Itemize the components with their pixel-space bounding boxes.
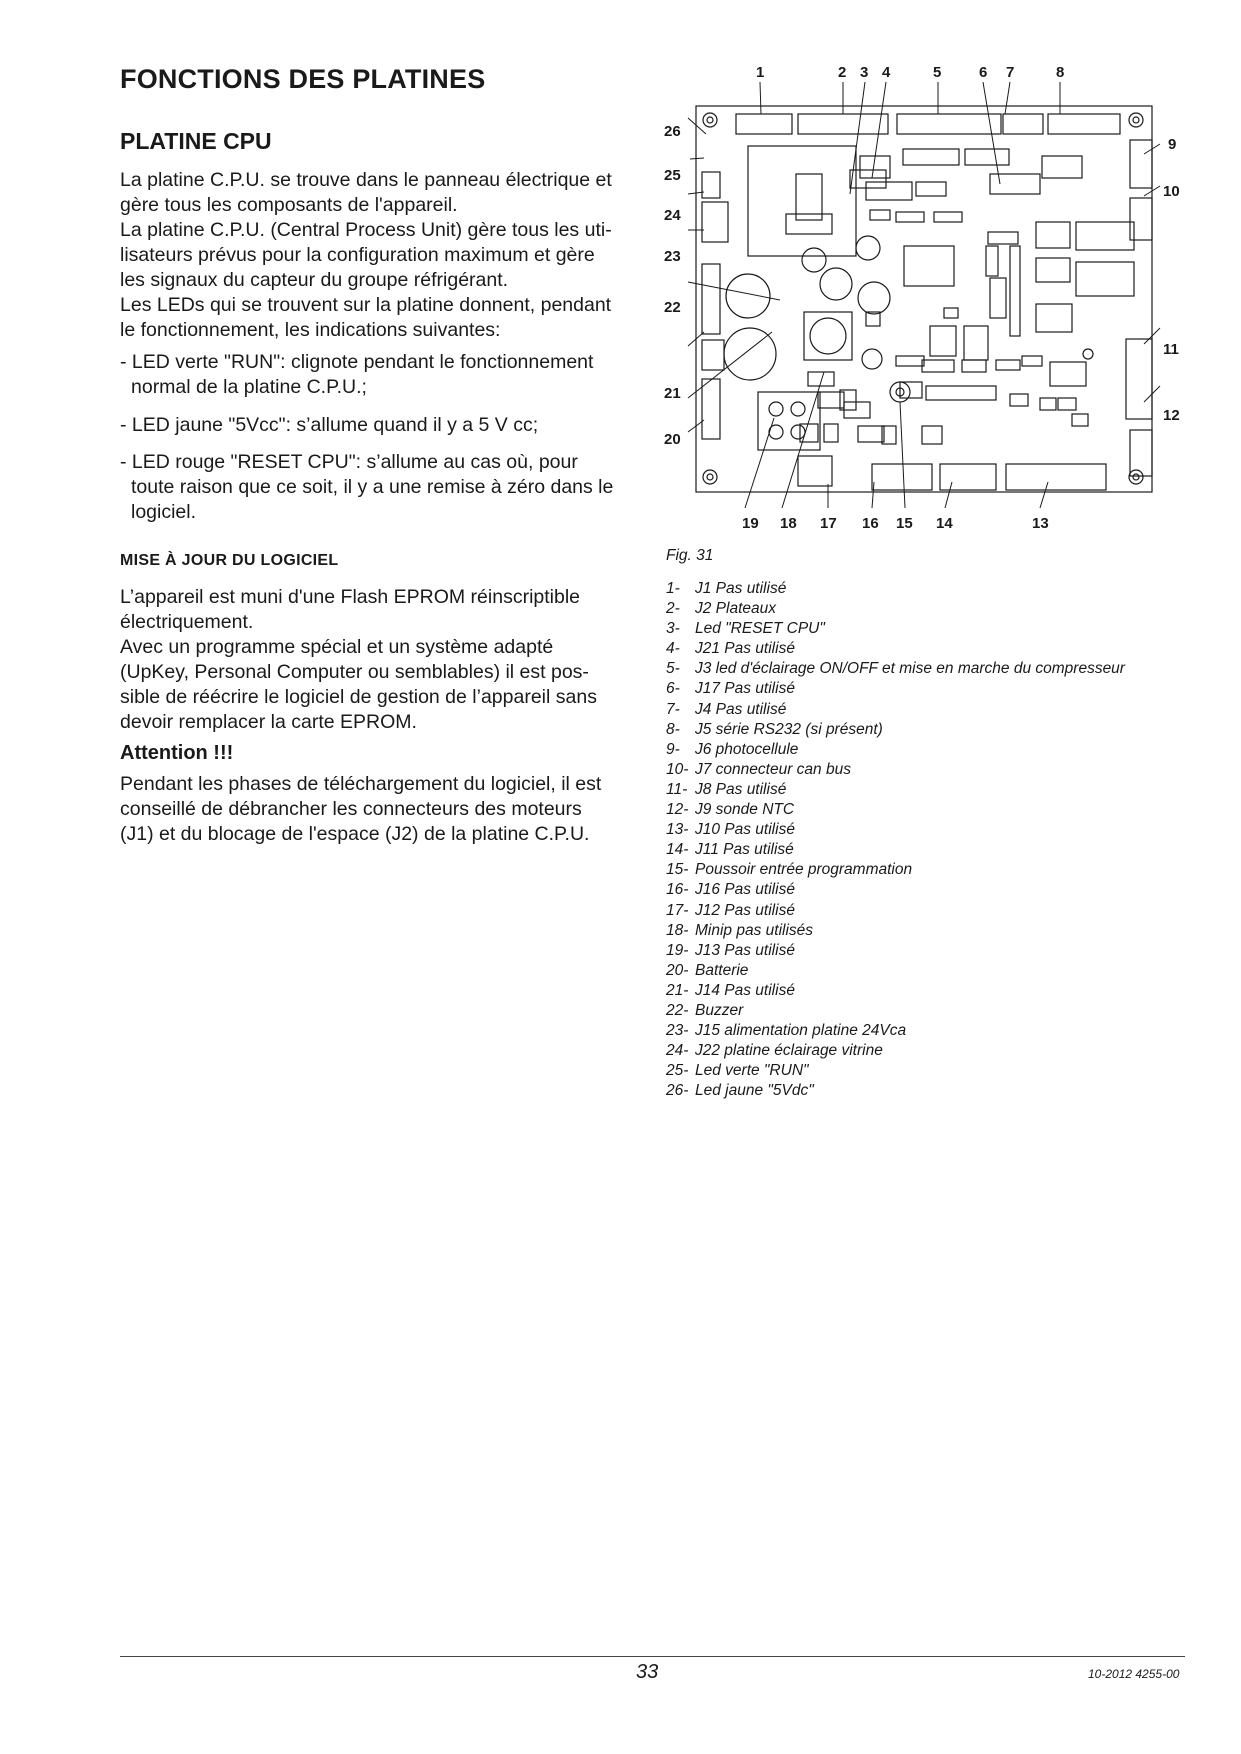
legend-item: 23- J15 alimentation platine 24Vca [666, 1022, 907, 1040]
legend-item: 26- Led jaune "5Vdc" [666, 1082, 814, 1100]
callout-24: 24 [664, 207, 681, 224]
intro-paragraph [120, 168, 640, 343]
callout-15: 15 [896, 515, 913, 532]
legend-item: 7- J4 Pas utilisé [666, 700, 787, 718]
callout-17: 17 [820, 515, 837, 532]
intro-line: le fonctionnement, les indications suivantes: [120, 319, 501, 341]
callout-2: 2 [838, 64, 847, 81]
figure-legend [666, 579, 1125, 1101]
led-bullet-reset: - LED rouge "RESET CPU": s’allume au cas où, pour toute raison que ce soit, il y a une remise à zéro dans le logiciel. [120, 451, 614, 523]
figure-caption: Fig. 31 [666, 547, 714, 564]
intro-line: Les LEDs qui se trouvent sur la platine donnent, pendant [120, 294, 612, 316]
legend-item: 1- J1 Pas utilisé [666, 580, 787, 597]
legend-item: 3- Led "RESET CPU" [666, 620, 825, 638]
intro-line: lisateurs prévus pour la configuration maximum et gère [120, 244, 595, 266]
callout-6: 6 [979, 64, 988, 81]
legend-item: 18- Minip pas utilisés [666, 921, 814, 939]
page-number: 33 [636, 1661, 659, 1683]
callout-20: 20 [664, 431, 681, 448]
callout-7: 7 [1006, 64, 1015, 81]
callout-8: 8 [1056, 64, 1065, 81]
legend-item: 9- J6 photocellule [666, 740, 799, 758]
callout-12: 12 [1163, 407, 1180, 424]
callout-21: 21 [664, 385, 681, 402]
legend-item: 14- J11 Pas utilisé [666, 841, 794, 859]
callout-4: 4 [882, 64, 891, 81]
legend-item: 5- J3 led d'éclairage ON/OFF et mise en marche du compresseur [666, 660, 1125, 678]
callout-22: 22 [664, 299, 681, 316]
led-bullet-run: - LED verte "RUN": clignote pendant le fonctionnement normal de la platine C.P.U.; [120, 351, 594, 398]
intro-line: gère tous les composants de l'appareil. [120, 194, 458, 216]
legend-item: 13- J10 Pas utilisé [666, 821, 795, 839]
callout-5: 5 [933, 64, 942, 81]
legend-item: 8- J5 série RS232 (si présent) [666, 720, 883, 738]
section-title: PLATINE CPU [120, 128, 272, 154]
callout-25: 25 [664, 167, 681, 184]
callout-23: 23 [664, 248, 681, 265]
callout-14: 14 [936, 515, 953, 532]
legend-item: 25- Led verte "RUN" [666, 1062, 809, 1080]
legend-item: 24- J22 platine éclairage vitrine [666, 1042, 883, 1060]
board-outline [696, 106, 1152, 492]
legend-item: 12- J9 sonde NTC [666, 801, 795, 819]
callout-26: 26 [664, 123, 681, 140]
footer-divider [120, 1656, 1185, 1657]
callout-16: 16 [862, 515, 879, 532]
legend-item: 2- J2 Plateaux [666, 600, 776, 618]
callout-18: 18 [780, 515, 797, 532]
attention-heading: Attention !!! [120, 742, 234, 764]
section-heading: MISE À JOUR DU LOGICIEL [120, 552, 339, 569]
cpu-board-diagram [660, 64, 1200, 544]
software-paragraph: L’appareil est muni d'une Flash EPROM réinscriptible électriquement. Avec un programme spécial et un système adapté (UpKey, Personal Computer ou semblables) il est pos- sible de réécrire le logiciel de gestion de l’appareil sans devoir remplacer la carte EPROM. [120, 586, 597, 733]
callout-19: 19 [742, 515, 759, 532]
legend-item: 11- J8 Pas utilisé [666, 780, 787, 798]
legend-item: 15- Poussoir entrée programmation [666, 861, 913, 879]
legend-item: 22- Buzzer [666, 1001, 744, 1019]
intro-line: La platine C.P.U. (Central Process Unit) gère tous les uti- [120, 219, 612, 241]
legend-item: 4- J21 Pas utilisé [666, 640, 795, 658]
callout-10: 10 [1163, 183, 1180, 200]
led-bullet-5vcc: - LED jaune "5Vcc": s’allume quand il y a 5 V cc; [120, 414, 539, 436]
legend-item: 19- J13 Pas utilisé [666, 941, 795, 959]
callout-3: 3 [860, 64, 869, 81]
intro-line: les signaux du capteur du groupe réfrigérant. [120, 269, 509, 291]
legend-item: 21- J14 Pas utilisé [666, 981, 795, 999]
page-title: FONCTIONS DES PLATINES [120, 64, 486, 94]
callout-13: 13 [1032, 515, 1049, 532]
callout-1: 1 [756, 64, 765, 81]
legend-item: 6- J17 Pas utilisé [666, 680, 795, 698]
legend-item: 10- J7 connecteur can bus [666, 760, 851, 778]
warning-paragraph: Pendant les phases de téléchargement du logiciel, il est conseillé de débrancher les connecteurs des moteurs (J1) et du blocage de l'espace (J2) de la platine C.P.U. [120, 773, 602, 845]
document-reference: 10-2012 4255-00 [1088, 1667, 1180, 1681]
legend-item: 16- J16 Pas utilisé [666, 881, 795, 899]
callout-9: 9 [1168, 136, 1177, 153]
intro-line: La platine C.P.U. se trouve dans le panneau électrique et [120, 169, 612, 191]
legend-item: 20- Batterie [666, 961, 749, 979]
callout-11: 11 [1163, 341, 1179, 358]
legend-item: 17- J12 Pas utilisé [666, 901, 795, 919]
